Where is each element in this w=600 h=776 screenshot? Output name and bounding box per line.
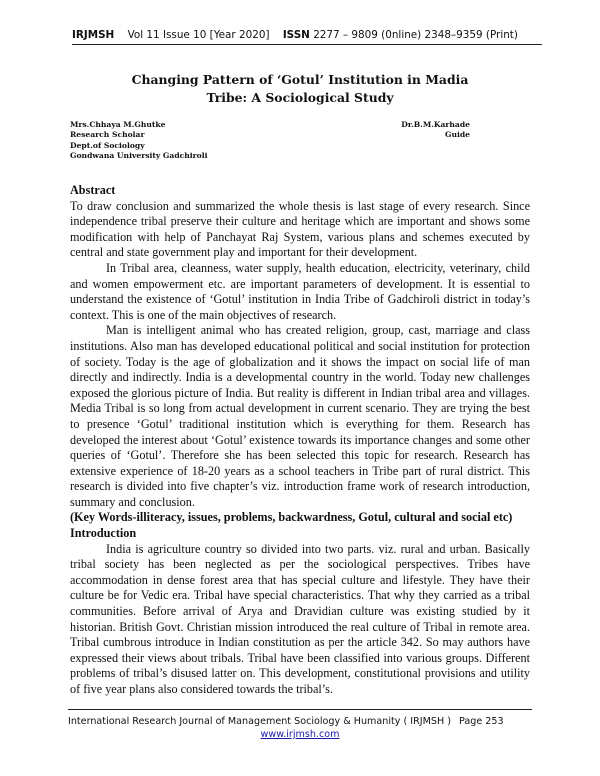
abstract-paragraph-2: In Tribal area, cleanness, water supply, health education, electricity, veterinary, child and women empowerment etc. are important parameters of development. It is essential to understand the existence of ‘Gotul’ institution in India Tribe of Gadchiroli district in today’s context. This is one of the main objectives of research.	[70, 260, 530, 322]
volume-issue: Vol 11 Issue 10 [Year 2020]	[127, 29, 270, 41]
journal-full-name: International Research Journal of Management Sociology & Humanity ( IRJMSH )	[68, 716, 452, 727]
keywords: (Key Words-illiteracy, issues, problems, backwardness, Gotul, cultural and social etc)	[70, 510, 513, 525]
introduction-paragraph-1: India is agriculture country so divided into two parts. viz. rural and urban. Basically tribal society has been neglected as per the sociological perspectives. Tribes have accommodation in dense forest area that has special culture and lifestyle. They have their culture be for Vedic era. Tribal have special characteristics. That why they carried as a tribal communities. Before arrival of Arya and Dravidian culture was existing studied by it historian. British Govt. Christian mission introduced the real culture of Tribal in remote area. Tribal cumbrous introduce in Indian constitution as per the article 342. So may authors have expressed their views about tribals. Tribal have been classified into various groups. Different problems of tribal’s disused latter on. This development, constitutional provisions and utility of five year plans also considered towards the tribal’s.	[70, 541, 530, 696]
journal-abbreviation: IRJMSH	[72, 29, 115, 41]
issn-label: ISSN	[282, 29, 310, 41]
abstract-paragraph-3: Man is intelligent animal who has created religion, group, cast, marriage and class institutions. Also man has developed educational political and social institution for protection of society. Today is the age of globalization and it shows the impact on social life of man directly and indirectly. India is a developmental country in the world. Today new challenges exposed the glorious picture of India. But reality is different in Indian tribal area and villages. Media Tribal is so long from actual development in current scenario. They are trying the best to presence ‘Gotul’ traditional institution which is everything for them. Research has developed the interest about ‘Gotul’ existence towards its importance changes and some other queries of ‘Gotul’. Therefore she has been selected this topic for research. Research has extensive experience of 18-20 years as a school teachers in Tribe part of rural district. This research is divided into five chapter’s viz. introduction frame work of research introduction, summary and conclusion.	[70, 323, 530, 509]
author-university: Gondwana University Gadchiroli	[70, 151, 208, 161]
author-block-left	[70, 120, 208, 162]
paper-title-line-1: Changing Pattern of ‘Gotul’ Institution in Madia	[131, 72, 469, 87]
footer-line	[68, 715, 532, 728]
body-text	[70, 183, 530, 698]
author-name: Mrs.Chhaya M.Ghutke	[70, 120, 166, 129]
journal-website-link[interactable]: www.irjmsh.com	[260, 729, 340, 740]
guide-name: Dr.B.M.Karhade	[401, 120, 470, 129]
paper-title	[0, 71, 600, 107]
page-footer	[68, 709, 532, 741]
running-header	[72, 29, 542, 45]
paper-title-line-2: Tribe: A Sociological Study	[206, 90, 394, 105]
page-number: Page 253	[459, 716, 504, 727]
abstract-paragraph-1: To draw conclusion and summarized the whole thesis is last stage of every research. Since independence tribal preserve their culture and heritage which are important and shows some modification with help of Panchayat Raj System, various plans and schemes executed by central and state government play and important for their development.	[70, 198, 530, 260]
abstract-heading: Abstract	[70, 183, 116, 197]
author-department: Dept.of Sociology	[70, 140, 145, 150]
author-block-right	[401, 120, 470, 141]
introduction-heading: Introduction	[70, 526, 137, 541]
issn-numbers: 2277 – 9809 (0nline) 2348–9359 (Print)	[313, 29, 518, 41]
guide-role: Guide	[444, 130, 470, 140]
author-role: Research Scholar	[70, 130, 145, 140]
